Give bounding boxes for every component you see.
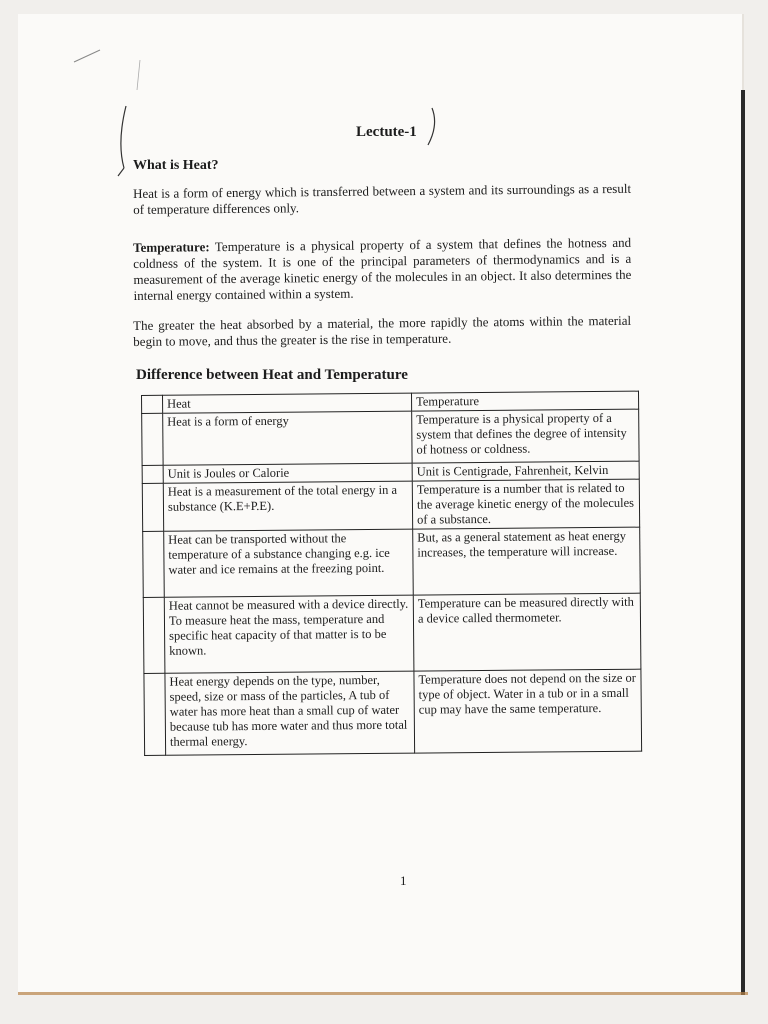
page-bottom-edge [18, 992, 748, 995]
heat-absorption-paragraph: The greater the heat absorbed by a material, the more rapidly the atoms within the material begin to move, and thus the greater is the rise in temperature. [133, 312, 632, 349]
temperature-cell: Temperature is a physical property of a system that defines the degree of intensity of hotness or coldness. [412, 409, 639, 463]
temperature-cell: But, as a general statement as heat energy increases, the temperature will increase. [413, 527, 641, 595]
heat-cell: Unit is Joules or Calorie [163, 463, 412, 483]
heat-cell: Heat energy depends on the type, number, speed, size or mass of the particles, A tub of water has more heat than a small cup of water because tub has more water and thus more total thermal energy. [165, 671, 415, 755]
heat-cell: Heat can be transported without the temperature of a substance changing e.g. ice water and ice remains at the freezing point. [164, 529, 414, 597]
temperature-cell: Temperature does not depend on the size or type of object. Water in a tub or in a small cup may have the same temperature. [414, 669, 642, 753]
heat-cell: Heat is a form of energy [163, 411, 412, 465]
table-gutter-cell [142, 395, 163, 413]
table-gutter-cell [143, 597, 165, 673]
temperature-definition-paragraph [133, 235, 632, 304]
table-gutter-cell [142, 483, 163, 531]
table-gutter-cell [142, 465, 163, 483]
heat-cell: Heat is a measurement of the total energy in a substance (K.E+P.E). [163, 481, 412, 531]
heat-cell: Heat cannot be measured with a device directly. To measure heat the mass, temperature and specific heat capacity of that matter is to be known. [164, 595, 414, 673]
table-row [144, 669, 642, 755]
page-number: 1 [400, 873, 407, 888]
temperature-cell: Temperature is a number that is related to the average kinetic energy of the molecules of a substance. [412, 479, 639, 529]
heat-temperature-table [141, 391, 642, 756]
table-gutter-cell [144, 673, 166, 755]
heat-definition-paragraph: Heat is a form of energy which is transferred between a system and its surroundings as a result of temperature differences only. [133, 180, 632, 217]
table-gutter-cell [143, 531, 165, 597]
table-row [143, 527, 641, 597]
header-temperature: Temperature [411, 391, 638, 411]
temperature-cell: Temperature can be measured directly with a device called thermometer. [413, 593, 641, 671]
section-heading-what-is-heat: What is Heat? [133, 158, 219, 173]
header-heat: Heat [163, 393, 412, 413]
page-edge-shadow [741, 90, 745, 995]
temperature-cell: Unit is Centigrade, Fahrenheit, Kelvin [412, 461, 639, 481]
lecture-title: Lectute-1 [356, 124, 417, 140]
temperature-definition-text: Temperature is a physical property of a system that defines the hotness and coldness of the system. It is one of the principal parameters of thermodynamics and is a measurement of the average kinetic energy of the molecules in an object. It also determines the internal energy contained within a system. [133, 234, 632, 303]
table-gutter-cell [142, 413, 163, 465]
table-row [142, 479, 639, 531]
table-row [142, 409, 639, 465]
table-heading: Difference between Heat and Temperature [136, 367, 408, 383]
temperature-label: Temperature: [133, 239, 210, 255]
table-row [143, 593, 641, 673]
